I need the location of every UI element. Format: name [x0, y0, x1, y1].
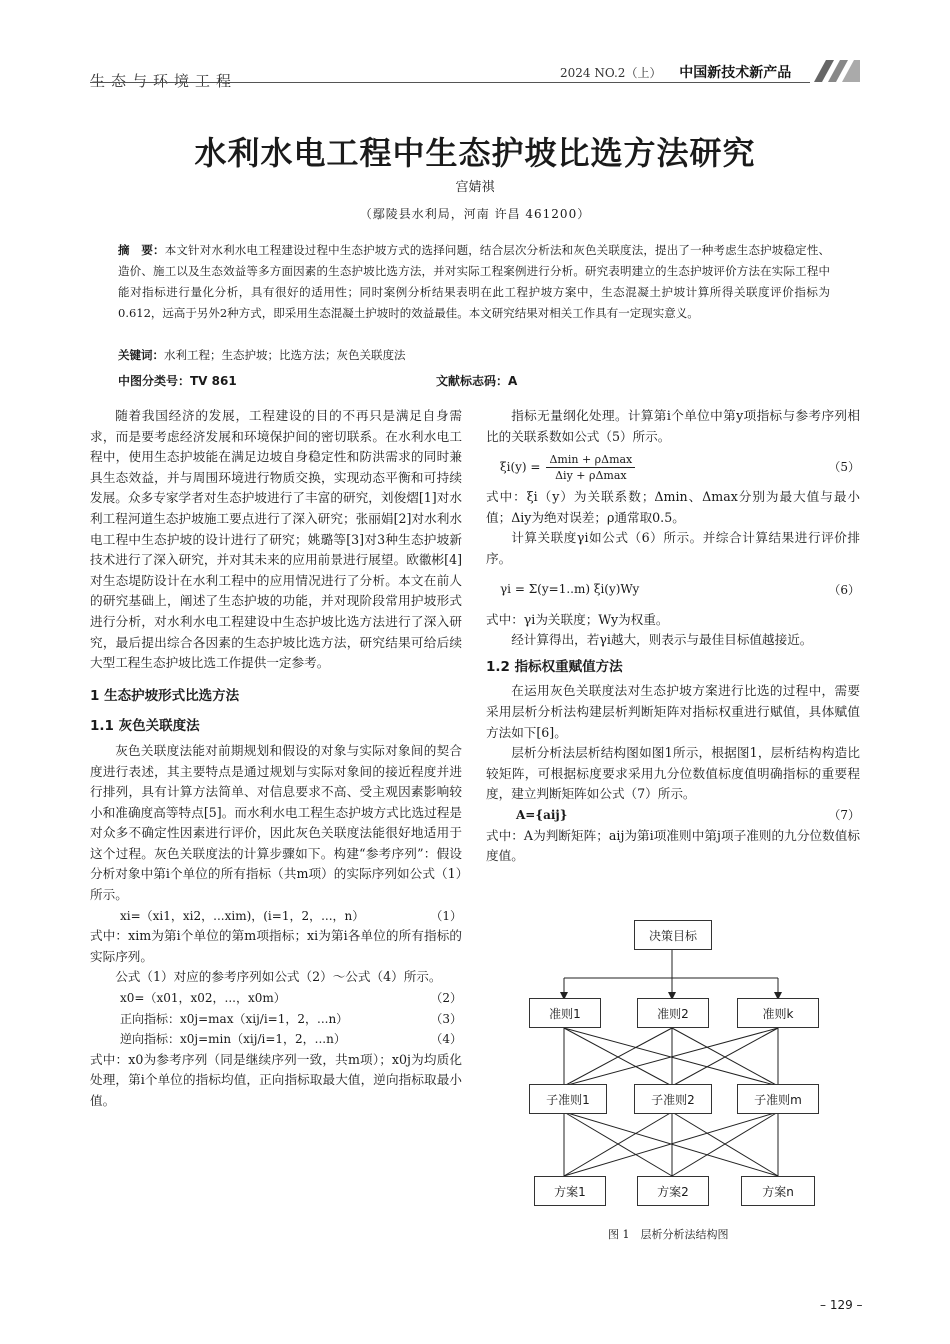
clc-number: 中图分类号：TV 861	[118, 374, 237, 388]
diagram-plan-n: 方案n	[741, 1176, 815, 1206]
normalization-paragraph: 指标无量纲化处理。计算第i个单位中第y项指标与参考序列相比的关联系数如公式（5）所示。	[486, 408, 860, 444]
equation-1	[90, 906, 462, 927]
intro-paragraph: 随着我国经济的发展，工程建设的目的不再只是满足自身需求，而是要考虑经济发展和环境保护间的密切联系。在水利水电工程中，使用生态护坡能在满足边坡自身稳定性和防洪需求的同时兼具生态效益，并与周围环境进行物质交换，实现动态平衡和可持续发展。众多专家学者对生态护坡进行了丰富的研究，刘俊熠[1]对水利工程河道生态护坡施工要点进行了深入研究；张丽娟[2]对水利水电工程中生态护坡的设计进行了研究；姚璐等[3]对3种生态护坡新技术进行了深入研究，并对其未来的应用前景进行展望。欧徽彬[4]对生态堤防设计在水利工程中的应用情况进行了分析。本文在前人的研究基础上，阐述了生态护坡的功能，并对现阶段常用护坡形式进行分析，对水利水电工程建设中生态护坡比选方法进行了深入研究，最后提出综合各因素的生态护坡比选方法，研究结果可给后续大型工程生态护坡比选工作提供一定参考。	[90, 408, 462, 671]
equation-7-body: A={aij}	[516, 807, 568, 822]
equation-5-numerator: Δmin + ρΔmax	[546, 452, 635, 468]
keywords	[118, 347, 406, 363]
right-column	[486, 406, 860, 867]
equation-4-number: （4）	[430, 1032, 462, 1047]
section-label: 生态与环境工程	[90, 72, 238, 90]
equation-4-body: 逆向指标：x0j=min（xij/i=1，2，...n）	[120, 1032, 346, 1047]
section-heading-1-1: 1.1 灰色关联度法	[90, 718, 200, 735]
ahp-diagram-lines	[520, 918, 840, 1208]
keywords-text: 水利工程；生态护坡；比选方法；灰色关联度法	[164, 348, 406, 362]
equation-1-body: xi=（xi1，xi2，...xim)，(i=1，2，...，n）	[120, 908, 365, 923]
equation-5-lhs: ξi(y) =	[500, 459, 541, 474]
equation-1-number: （1）	[430, 908, 462, 923]
eq1-explanation: 式中：xim为第i个单位的第m项指标；xi为第i各单位的所有指标的实际序列。	[90, 928, 462, 964]
page-number: – 129 –	[820, 1298, 863, 1312]
diagram-goal: 决策目标	[634, 920, 712, 950]
diagram-subcriterion-2: 子准则2	[634, 1084, 712, 1114]
author: 宫婧祺	[455, 180, 495, 195]
equation-7-number: （7）	[828, 807, 860, 822]
figure-caption: 图 1 层析分析法结构图	[608, 1228, 729, 1241]
equation-3-number: （3）	[430, 1011, 462, 1026]
equation-5-denominator: Δiy + ρΔmax	[555, 468, 627, 482]
diagram-subcriterion-m: 子准则m	[737, 1084, 819, 1114]
equation-6	[486, 570, 860, 610]
reference-sequence-paragraph: 公式（1）对应的参考序列如公式（2）～公式（4）所示。	[115, 969, 442, 985]
eq7-explanation: 式中：A为判断矩阵；aij为第i项准则中第j项子准则的九分位数值标度值。	[486, 827, 860, 864]
conclusion-line: 经计算得出，若γi越大，则表示与最佳目标值越接近。	[511, 632, 813, 648]
equation-5-number: （5）	[828, 460, 860, 475]
equation-4	[90, 1029, 462, 1050]
relation-degree-paragraph: 计算关联度γi如公式（6）所示。并综合计算结果进行评价排序。	[486, 530, 860, 566]
equation-3	[90, 1009, 462, 1030]
keywords-label: 关键词：	[118, 348, 164, 362]
equation-7	[486, 805, 860, 826]
diagram-criterion-1: 准则1	[529, 998, 601, 1028]
eq4-explanation: 式中：x0为参考序列（同是继续序列一致，共m项）；x0j为均质化处理，第i个单位的指标均值，正向指标取最大值，逆向指标取最小值。	[90, 1051, 462, 1108]
eq5-explanation: 式中：ξi（y）为关联系数；Δmin、Δmax分别为最大值与最小值；Δiy为绝对误差；ρ通常取0.5。	[486, 489, 860, 525]
diagram-plan-2: 方案2	[637, 1176, 709, 1206]
equation-3-body: 正向指标：x0j=max（xij/i=1，2，...n）	[120, 1011, 349, 1026]
diagram-criterion-k: 准则k	[737, 998, 819, 1028]
equation-6-number: （6）	[828, 582, 860, 597]
journal-header	[560, 62, 791, 82]
abstract	[118, 240, 830, 324]
header-rule	[90, 82, 810, 83]
equation-2-number: （2）	[430, 991, 462, 1006]
section-heading-1: 1 生态护坡形式比选方法	[90, 687, 240, 704]
diagram-criterion-2: 准则2	[637, 998, 709, 1028]
equation-5	[486, 447, 860, 487]
doc-id: 文献标志码：A	[436, 374, 518, 388]
journal-logo-icon	[812, 58, 862, 84]
equation-2	[90, 988, 462, 1009]
weight-paragraph: 在运用灰色关联度法对生态护坡方案进行比选的过程中，需要采用层析分析法构建层析判断矩阵对指标权重进行赋值，具体赋值方法如下[6]。	[486, 683, 860, 740]
ahp-paragraph: 层析分析法层析结构图如图1所示，根据图1，层析结构构造比较矩阵，可根据标度要求采用九分位数值标度值明确指标的重要程度，建立判断矩阵如公式（7）所示。	[486, 745, 860, 802]
journal-name: 中国新技术新产品	[679, 65, 792, 81]
eq6-explanation: 式中：γi为关联度；Wy为权重。	[486, 611, 669, 627]
equation-6-body: γi = Σ(y=1..m) ξi(y)Wy	[500, 582, 640, 597]
abstract-label: 摘 要：	[118, 243, 165, 257]
section-heading-1-2: 1.2 指标权重赋值方法	[486, 658, 623, 675]
affiliation: （鄢陵县水利局，河南 许昌 461200）	[359, 207, 591, 221]
left-column	[90, 406, 462, 1112]
diagram-plan-1: 方案1	[534, 1176, 606, 1206]
equation-2-body: x0=（x01，x02，...，x0m）	[120, 991, 286, 1006]
equation-5-fraction	[546, 452, 635, 483]
page-title: 水利水电工程中生态护坡比选方法研究	[194, 134, 756, 172]
diagram-subcriterion-1: 子准则1	[529, 1084, 607, 1114]
abstract-text: 本文针对水利水电工程建设过程中生态护坡方式的选择问题，结合层次分析法和灰色关联度法，提出了一种考虑生态护坡稳定性、造价、施工以及生态效益等多方面因素的生态护坡比选方法，并对实际工程案例进行分析。研究表明建立的生态护坡评价方法在实际工程中能对指标进行量化分析，具有很好的适用性；同时案例分析结果表明在此工程护坡方案中，生态混凝土护坡计算所得关联度评价指标为0.612，远高于另外2种方式，即采用生态混凝土护坡时的效益最佳。本文研究结果对相关工作具有一定现实意义。	[118, 243, 830, 320]
issue-label: 2024 NO.2（上）	[560, 66, 662, 80]
grey-relation-paragraph: 灰色关联度法能对前期规划和假设的对象与实际对象间的契合度进行表述，其主要特点是通过规划与实际对象间的接近程度并进行排列，具有计算方法简单、对信息要求不高、受主观因素影响较小和准确度高等特点[5]。而水利水电工程生态护坡方式比选过程是对众多不确定性因素进行评价，因此灰色关联度法能很好地适用于这个过程。灰色关联度法的计算步骤如下。构建“参考序列”：假设分析对象中第i个单位的所有指标（共m项）的实际序列如公式（1）所示。	[90, 742, 462, 903]
